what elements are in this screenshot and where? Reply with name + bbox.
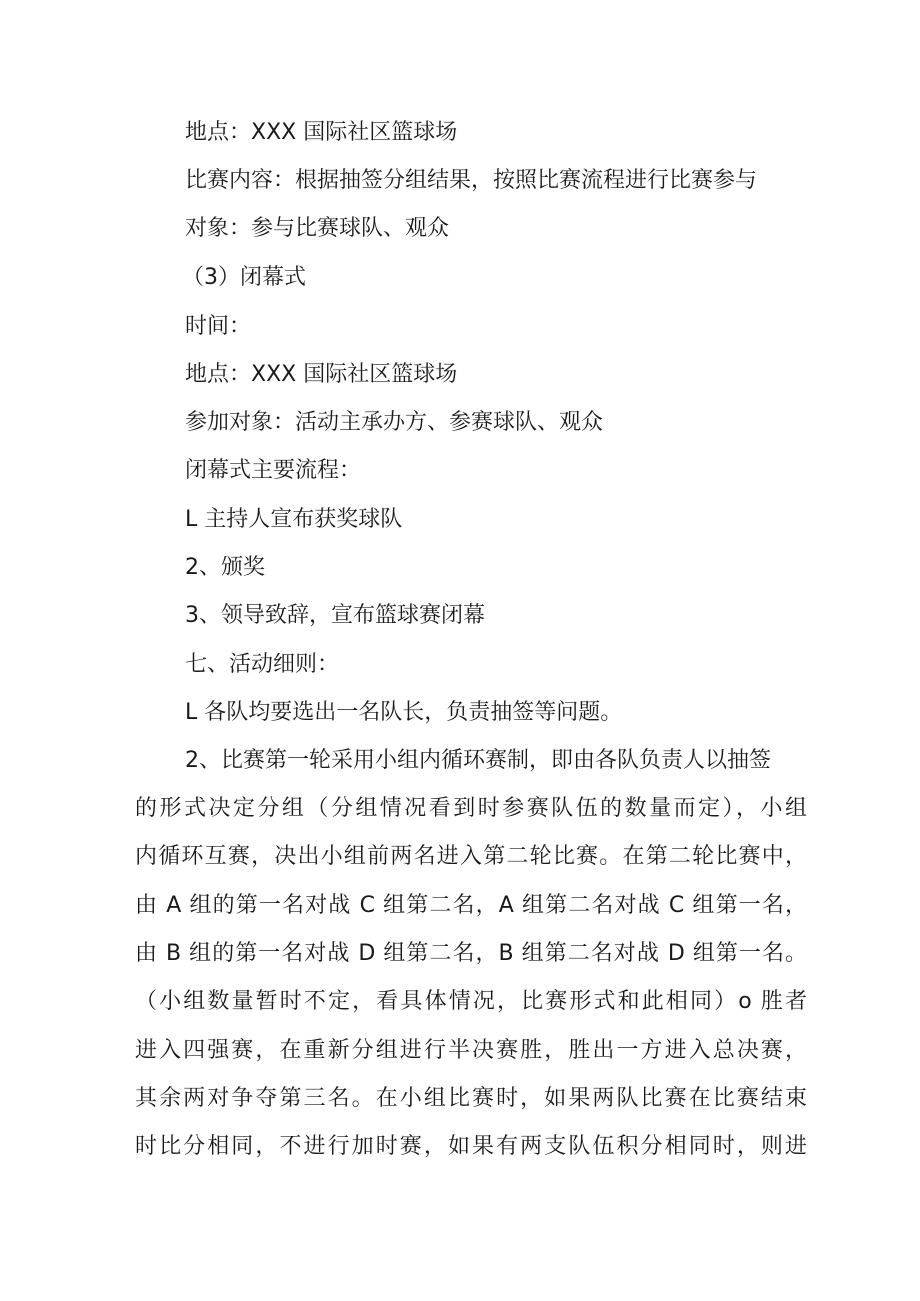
section-closing-ceremony-heading: （3）闭幕式 bbox=[182, 265, 306, 290]
attendees-line: 参加对象：活动主承办方、参赛球队、观众 bbox=[185, 410, 604, 435]
closing-flow-heading: 闭幕式主要流程： bbox=[185, 458, 362, 483]
section-rules-heading: 七、活动细则： bbox=[185, 652, 340, 677]
rule-item-1: L 各队均要选出一名队长，负责抽签等问题。 bbox=[185, 700, 623, 725]
rule-item-2-line-1: 2、比赛第一轮采用小组内循环赛制，即由各队负责人以抽签 bbox=[185, 748, 771, 773]
rule-item-2-line-3: 内循环互赛，决出小组前两名进入第二轮比赛。在第二轮比赛中， bbox=[135, 844, 807, 869]
flow-item-3: 3、领导致辞，宣布篮球赛闭幕 bbox=[185, 603, 485, 628]
participants-line: 对象：参与比赛球队、观众 bbox=[185, 216, 450, 241]
rule-item-2-line-4: 由 A 组的第一名对战 C 组第二名，A 组第二名对战 C 组第一名， bbox=[135, 893, 807, 918]
match-content-line: 比赛内容：根据抽签分组结果，按照比赛流程进行比赛参与 bbox=[185, 168, 758, 193]
rule-item-2-line-2: 的形式决定分组（分组情况看到时参赛队伍的数量而定），小组 bbox=[135, 796, 807, 821]
flow-item-2: 2、颁奖 bbox=[185, 555, 265, 580]
rule-item-2-line-9: 时比分相同，不进行加时赛，如果有两支队伍积分相同时，则进 bbox=[135, 1134, 807, 1159]
time-line: 时间： bbox=[185, 314, 252, 339]
flow-item-1: L 主持人宣布获奖球队 bbox=[185, 507, 403, 532]
venue-line-2: 地点：XXX 国际社区篮球场 bbox=[185, 362, 458, 387]
venue-line-1: 地点：XXX 国际社区篮球场 bbox=[185, 120, 458, 145]
rule-item-2-line-5: 由 B 组的第一名对战 D 组第二名，B 组第二名对战 D 组第一名。 bbox=[135, 941, 807, 966]
rule-item-2-line-8: 其余两对争夺第三名。在小组比赛时，如果两队比赛在比赛结束 bbox=[135, 1086, 807, 1111]
rule-item-2-line-7: 进入四强赛，在重新分组进行半决赛胜，胜出一方进入总决赛， bbox=[135, 1038, 807, 1063]
rule-item-2-line-6: （小组数量暂时不定，看具体情况，比赛形式和此相同）o 胜者 bbox=[135, 989, 807, 1014]
